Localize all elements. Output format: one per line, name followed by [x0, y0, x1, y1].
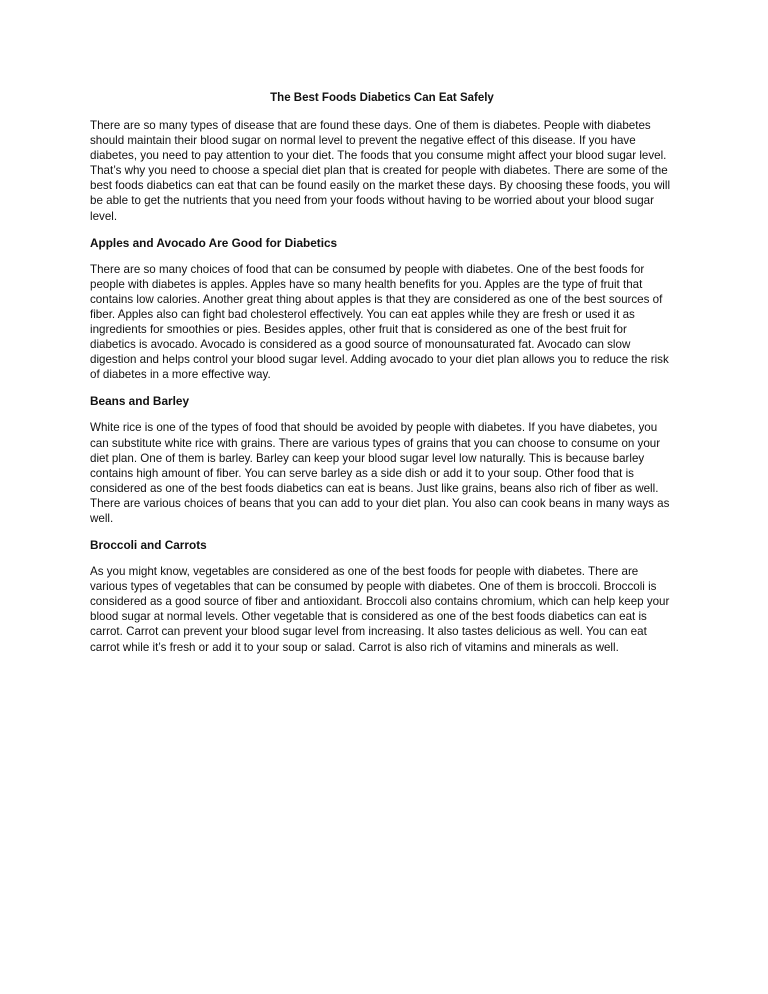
section-body-apples-avocado: There are so many choices of food that can be consumed by people with diabetes. One of the best foods for people with diabetes is apples. Apples have so many health benefits for you. Apples are the type of fruit that contains low calories. Another great thing about apples is that they are considered as one of the best sources of fiber. Apples also can fight bad cholesterol effectively. You can eat apples while they are fresh or used it as ingredients for smoothies or pies. Besides apples, other fruit that is considered as one of the best fruit for diabetics is avocado. Avocado is considered as a good source of monounsaturated fat. Avocado can slow digestion and helps control your blood sugar level. Adding avocado to your diet plan allows you to reduce the risk of diabetes in a more effective way.: [90, 262, 669, 382]
document-title: The Best Foods Diabetics Can Eat Safely: [270, 92, 494, 104]
document-content: [90, 91, 674, 655]
intro-paragraph: There are so many types of disease that are found these days. One of them is diabetes. People with diabetes should maintain their blood sugar on normal level to prevent the negative effect of this disease. If you have diabetes, you need to pay attention to your diet. The foods that you consume might affect your blood sugar level. That’s why you need to choose a special diet plan that is created for people with diabetes. There are some of the best foods diabetics can eat that can be found easily on the market these days. By choosing these foods, you will be able to get the nutrients that you need from your foods without having to be worried about your blood sugar level.: [90, 119, 671, 223]
section-heading-beans-barley: Beans and Barley: [90, 394, 190, 409]
section-body-beans-barley: White rice is one of the types of food that should be avoided by people with diabetes. If you have diabetes, you can substitute white rice with grains. There are various types of grains that you can choose to consume on your diet plan. One of them is barley. Barley can keep your blood sugar level low naturally. This is because barley contains high amount of fiber. You can serve barley as a side dish or add it to your soup. Other food that is considered as one of the best foods diabetics can eat is beans. Just like grains, beans also rich of fiber as well. There are various choices of beans that you can add to your diet plan. You also can cook beans in many ways as well.: [90, 421, 670, 525]
section-heading-apples-avocado: Apples and Avocado Are Good for Diabetics: [90, 235, 338, 250]
section-body-broccoli-carrots: As you might know, vegetables are considered as one of the best foods for people with diabetes. There are various types of vegetables that can be consumed by people with diabetes. One of them is broccoli. Broccoli is considered as a good source of fiber and antioxidant. Broccoli also contains chromium, which can help keep your blood sugar at normal levels. Other vegetable that is considered as one of the best foods diabetics can eat is carrot. Carrot can prevent your blood sugar level from increasing. It also tastes delicious as well. You can eat carrot while it’s fresh or add it to your soup or salad. Carrot is also rich of vitamins and minerals as well.: [90, 565, 670, 654]
section-heading-broccoli-carrots: Broccoli and Carrots: [90, 538, 207, 553]
